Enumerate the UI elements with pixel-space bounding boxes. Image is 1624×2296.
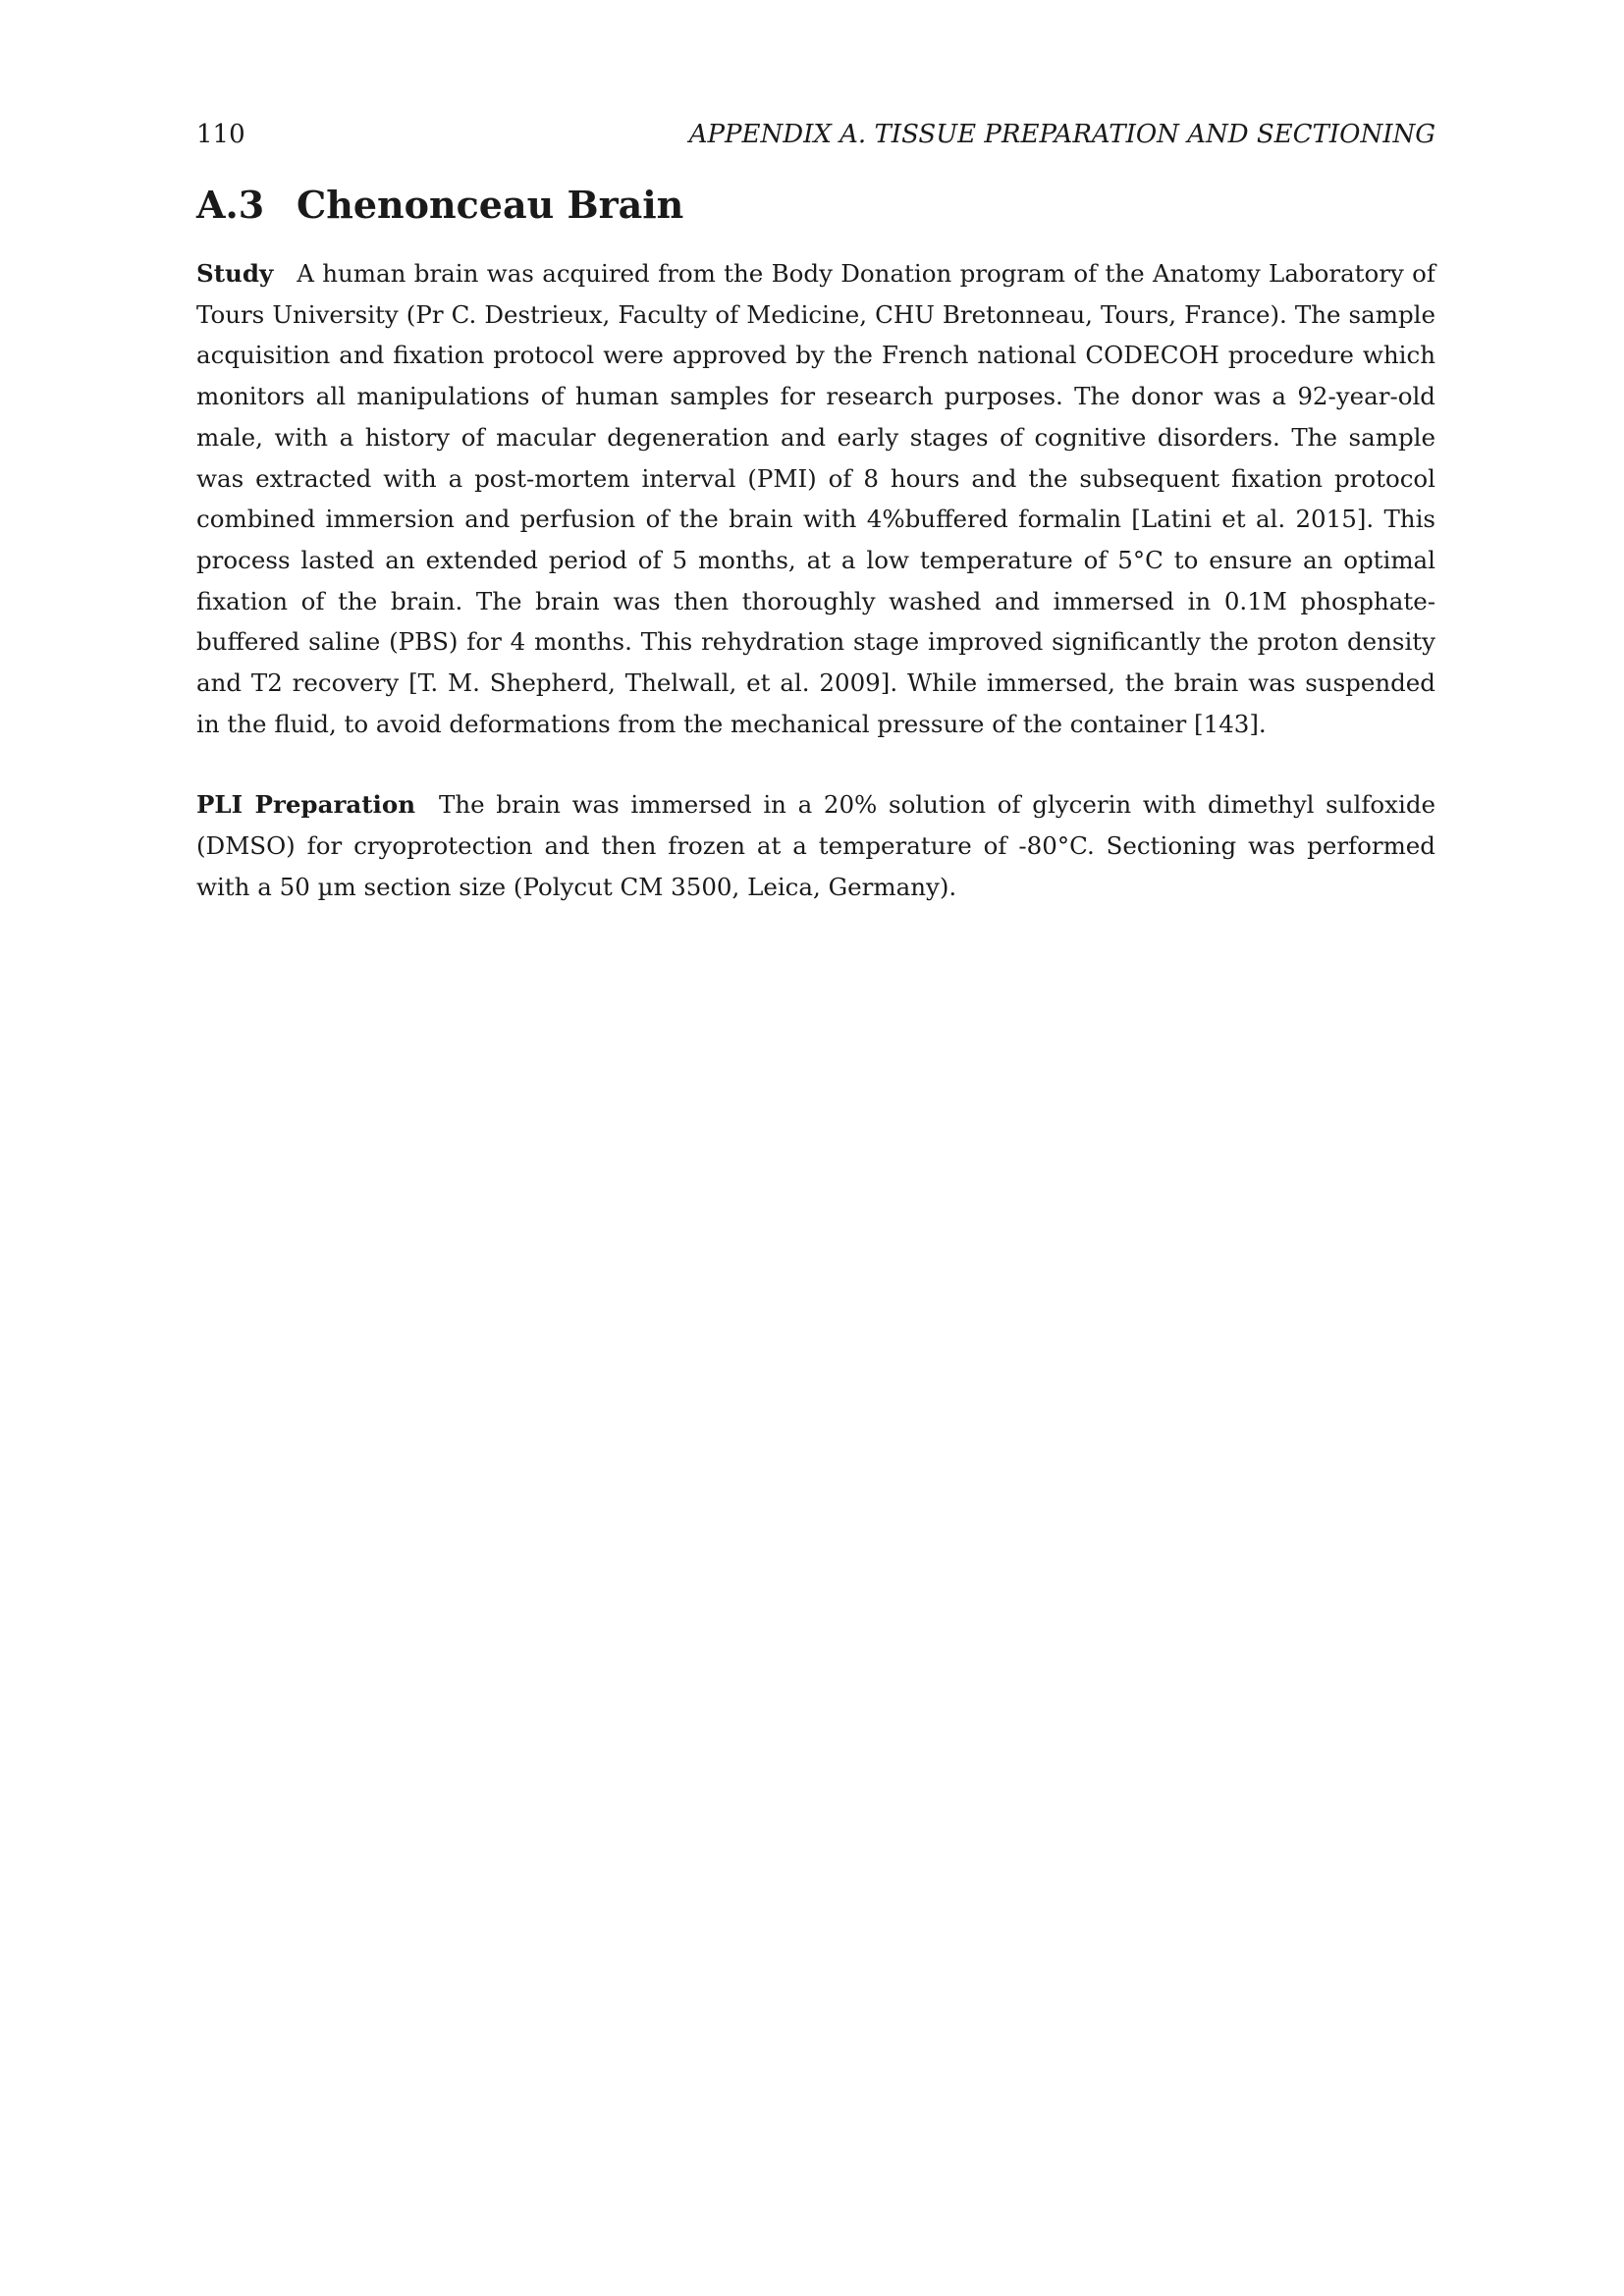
page-number: 110: [196, 120, 245, 149]
section-title: Chenonceau Brain: [297, 183, 684, 227]
pli-heading: PLI Preparation: [196, 790, 416, 820]
pli-text: The brain was immersed in a 20% solution of glycerin with dimethyl sulfoxide (DMSO) for cryoprotection and then frozen at a temperature of -80°C. Sectioning was performed with a 50 µm section size (Polycut CM 3500, Leica, Germany).: [196, 790, 1436, 901]
section-heading: [196, 181, 1435, 230]
document-page: [196, 118, 1435, 908]
study-text: A human brain was acquired from the Body Donation program of the Anatomy Laboratory of Tours University (Pr C. Destrieux, Faculty of Medicine, CHU Bretonneau, Tours, France). The sample acquisition and fixation protocol were approved by the French national CODECOH procedure which monitors all manipulations of human samples for research purposes. The donor was a 92-year-old male, with a history of macular degeneration and early stages of cognitive disorders. The sample was extracted with a post-mortem interval (PMI) of 8 hours and the subsequent fixation protocol combined immersion and perfusion of the brain with 4%buffered formalin [Latini et al. 2015]. This process lasted an extended period of 5 months, at a low temperature of 5°C to ensure an optimal fixation of the brain. The brain was then thoroughly washed and immersed in 0.1M phosphate-buffered saline (PBS) for 4 months. This rehydration stage improved significantly the proton density and T2 recovery [T. M. Shepherd, Thelwall, et al. 2009]. While immersed, the brain was suspended in the fluid, to avoid deformations from the mechanical pressure of the container [143].: [196, 259, 1435, 738]
study-heading: Study: [196, 259, 274, 288]
running-title: APPENDIX A. TISSUE PREPARATION AND SECTIONING: [688, 120, 1435, 149]
study-paragraph: [196, 253, 1435, 744]
running-header: [196, 118, 1435, 151]
pli-paragraph: [196, 784, 1435, 907]
section-number: A.3: [196, 183, 265, 227]
